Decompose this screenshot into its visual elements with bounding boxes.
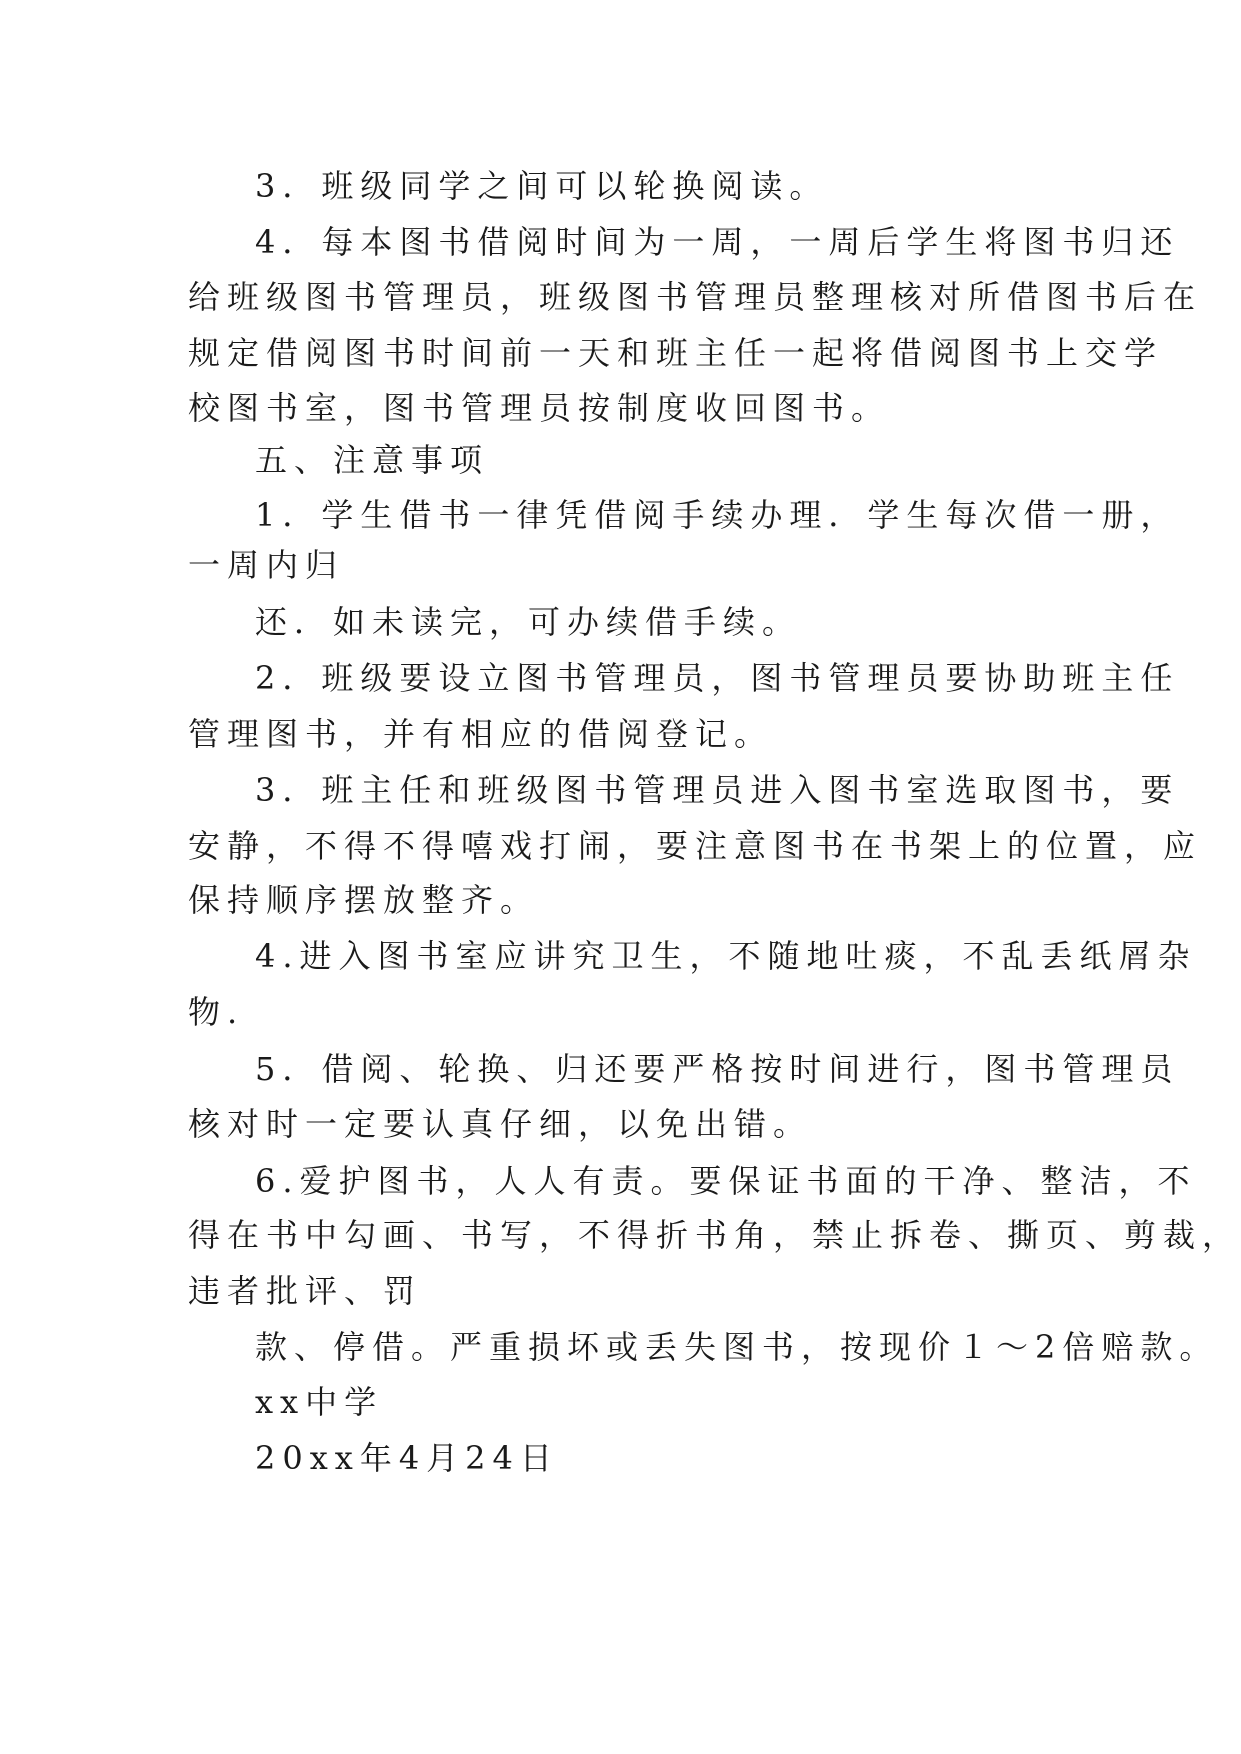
paragraph-line: 规定借阅图书时间前一天和班主任一起将借阅图书上交学	[188, 334, 1164, 372]
paragraph-line: 违者批评、罚	[188, 1272, 423, 1310]
paragraph-line: 安静，不得不得嘻戏打闹，要注意图书在书架上的位置，应	[188, 827, 1203, 865]
section-heading: 五、注意事项	[255, 441, 490, 479]
paragraph-line: 3．班主任和班级图书管理员进入图书室选取图书，要	[255, 771, 1180, 809]
paragraph-line: 一周内归	[188, 546, 345, 584]
paragraph-line: 5．借阅、轮换、归还要严格按时间进行，图书管理员	[255, 1050, 1180, 1088]
paragraph-line: 保持顺序摆放整齐。	[188, 881, 540, 919]
paragraph-line: 款、停借。严重损坏或丢失图书，按现价１～2倍赔款。	[255, 1328, 1219, 1366]
paragraph-line: 3．班级同学之间可以轮换阅读。	[255, 167, 829, 205]
paragraph-line: 还．如未读完，可办续借手续。	[255, 603, 802, 641]
paragraph-line: 6.爱护图书，人人有责。要保证书面的干净、整洁，不	[255, 1162, 1197, 1200]
paragraph-line: 4．每本图书借阅时间为一周，一周后学生将图书归还	[255, 223, 1180, 261]
paragraph-line: 核对时一定要认真仔细，以免出错。	[188, 1105, 813, 1143]
paragraph-line: 4.进入图书室应讲究卫生，不随地吐痰，不乱丢纸屑杂	[255, 937, 1197, 975]
paragraph-line: 2．班级要设立图书管理员，图书管理员要协助班主任	[255, 659, 1180, 697]
paragraph-line: 1．学生借书一律凭借阅手续办理．学生每次借一册，	[255, 496, 1180, 534]
paragraph-line: 管理图书，并有相应的借阅登记。	[188, 715, 774, 753]
signature-school: xx中学	[255, 1383, 384, 1421]
paragraph-line: 给班级图书管理员，班级图书管理员整理核对所借图书后在	[188, 278, 1203, 316]
signature-date: 20xx年4月24日	[255, 1439, 559, 1477]
paragraph-line: 得在书中勾画、书写，不得折书角，禁止拆卷、撕页、剪裁，	[188, 1216, 1241, 1254]
paragraph-line: 物.	[188, 993, 245, 1031]
paragraph-line: 校图书室，图书管理员按制度收回图书。	[188, 389, 891, 427]
